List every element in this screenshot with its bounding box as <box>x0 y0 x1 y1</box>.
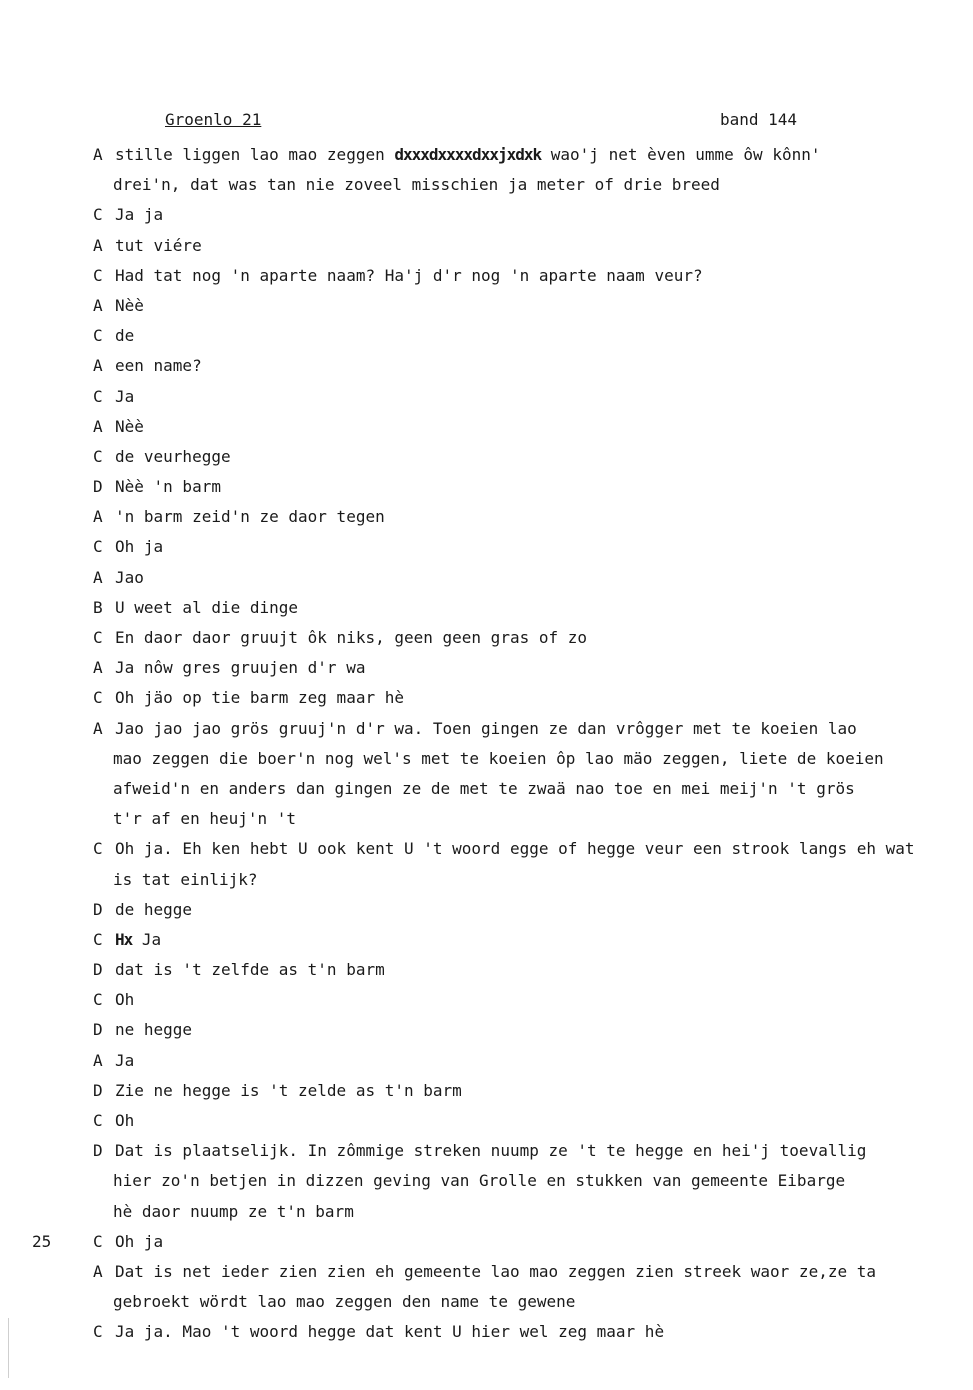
line-text: t'r af en heuj'n 't <box>113 809 297 829</box>
line-text: afweid'n en anders dan gingen ze de met te zwaä nao toe en mei meij'n 't grös <box>113 778 855 798</box>
speaker-label: C <box>93 446 103 466</box>
speaker-label: A <box>93 416 103 436</box>
speaker-label: C <box>93 628 103 647</box>
transcript-line <box>0 321 973 351</box>
transcript-line <box>0 1227 973 1257</box>
margin-line-number: 25 <box>32 1231 52 1251</box>
line-text: stille liggen lao mao zeggen <box>115 145 385 164</box>
speaker-label: C <box>93 326 103 346</box>
speaker-label: C <box>93 537 103 557</box>
speaker-label: C <box>93 265 103 285</box>
line-text: hier zo'n betjen in dizzen geving van Grolle en stukken van gemeente Eibarge <box>113 1171 846 1191</box>
speaker-label: C <box>93 205 103 225</box>
speaker-label: D <box>93 899 103 919</box>
transcript-line <box>0 1106 973 1136</box>
speaker-label: D <box>93 477 103 497</box>
transcript-line <box>0 382 973 412</box>
transcript-line <box>0 502 973 532</box>
transcript-line <box>0 532 973 562</box>
line-text: Oh <box>115 990 135 1010</box>
transcript-line <box>0 472 973 502</box>
speaker-label: D <box>93 960 103 980</box>
transcript-line <box>0 412 973 442</box>
speaker-label: C <box>93 1111 103 1130</box>
transcript-line <box>0 291 973 321</box>
struck-text: dxxxdxxxxdxxjxdxk <box>394 145 542 164</box>
line-text: U weet al die dinge <box>115 597 299 617</box>
line-text: Ja <box>115 386 135 406</box>
transcript-line <box>0 1257 973 1287</box>
line-text: ne hegge <box>115 1020 193 1040</box>
line-text: Oh ja. Eh ken hebt U ook kent U 't woord egge of hegge veur een strook langs eh wat <box>115 839 915 859</box>
transcript-line <box>0 593 973 623</box>
transcript-line <box>0 231 973 261</box>
transcript-line <box>0 170 973 200</box>
speaker-label: C <box>93 688 103 708</box>
speaker-label: B <box>93 597 103 617</box>
speaker-label: A <box>93 567 103 587</box>
line-text: mao zeggen die boer'n nog wel's met te koeien ôp lao mäo zeggen, liete de koeien <box>113 748 884 768</box>
line-text: Nèè <box>115 295 144 315</box>
line-text: Ja ja. Mao 't woord hegge dat kent U hier wel zeg maar hè <box>115 1322 665 1342</box>
line-text: Nèè <box>115 416 144 436</box>
transcript-line <box>0 1015 973 1045</box>
line-text: drei'n, dat was tan nie zoveel misschien ja meter of drie breed <box>113 175 720 195</box>
transcript-line <box>0 714 973 744</box>
line-text: Had tat nog 'n aparte naam? Ha'j d'r nog 'n aparte naam veur? <box>115 265 703 285</box>
page-header <box>165 110 805 134</box>
transcript-line <box>0 563 973 593</box>
line-text: de veurhegge <box>115 446 231 466</box>
transcript-line <box>0 1287 973 1317</box>
line-text: Ja <box>115 1050 135 1070</box>
line-text: En daor daor gruujt ôk niks, geen geen gras of zo <box>115 628 588 647</box>
transcript-line <box>0 1197 973 1227</box>
speaker-label: C <box>93 990 103 1010</box>
transcript-line <box>0 895 973 925</box>
line-text: Jao <box>115 567 144 587</box>
speaker-label: C <box>93 1322 103 1342</box>
struck-text: Hx <box>115 929 133 949</box>
line-text: Dat is net ieder zien zien eh gemeente lao mao zeggen zien streek waor ze,ze ta <box>115 1261 876 1281</box>
transcript-line <box>0 1166 973 1196</box>
transcript-line <box>0 261 973 291</box>
transcript-line <box>0 1046 973 1076</box>
line-text: Ja nôw gres gruujen d'r wa <box>115 658 366 678</box>
line-text: gebroekt wördt lao mao zeggen den name te gewene <box>113 1292 576 1312</box>
transcript-line <box>0 442 973 472</box>
transcript-line <box>0 1076 973 1106</box>
speaker-label: C <box>93 1231 103 1251</box>
transcript-line <box>0 774 973 804</box>
speaker-label: A <box>93 145 103 164</box>
line-text: Ja <box>141 929 162 949</box>
speaker-label: D <box>93 1141 103 1161</box>
transcript-line <box>0 653 973 683</box>
transcript-line <box>0 1317 973 1347</box>
line-text: de <box>115 326 135 346</box>
speaker-label: A <box>93 356 103 376</box>
margin-rule <box>8 1318 9 1378</box>
speaker-label: A <box>93 235 103 255</box>
line-text: de hegge <box>115 899 193 919</box>
speaker-label: A <box>93 295 103 315</box>
speaker-label: C <box>93 839 103 859</box>
transcript-line <box>0 1136 973 1166</box>
line-text: Nèè 'n barm <box>115 477 221 497</box>
line-text: Oh <box>115 1111 135 1130</box>
line-text: een name? <box>115 356 202 376</box>
transcript-line <box>0 804 973 834</box>
speaker-label: A <box>93 507 103 527</box>
line-text-after: wao'j net èven umme ôw kônn' <box>550 145 821 164</box>
line-text: hè daor nuump ze t'n barm <box>113 1201 354 1221</box>
transcript-line <box>0 985 973 1015</box>
line-text: is tat einlijk? <box>113 869 258 889</box>
speaker-label: C <box>93 929 103 949</box>
line-text: Ja ja <box>115 205 164 225</box>
transcript-line <box>0 955 973 985</box>
speaker-label: A <box>93 1261 103 1281</box>
transcript-line <box>0 200 973 230</box>
transcript-line <box>0 140 973 170</box>
header-band: band 144 <box>720 110 798 129</box>
line-text: Oh jäo op tie barm zeg maar hè <box>115 688 404 708</box>
speaker-label: C <box>93 386 103 406</box>
transcript-line <box>0 744 973 774</box>
speaker-label: A <box>93 1050 103 1070</box>
line-text: Oh ja <box>115 537 164 557</box>
line-text: Zie ne hegge is 't zelde as t'n barm <box>115 1080 462 1100</box>
transcript-line <box>0 925 973 955</box>
header-place: Groenlo 21 <box>165 110 262 129</box>
line-text: Dat is plaatselijk. In zômmige streken nuump ze 't te hegge en hei'j toevallig <box>115 1141 867 1161</box>
line-text: 'n barm zeid'n ze daor tegen <box>115 507 385 527</box>
speaker-label: A <box>93 658 103 678</box>
transcript-line <box>0 865 973 895</box>
transcript-lines <box>0 140 973 1348</box>
line-text: dat is 't zelfde as t'n barm <box>115 960 385 980</box>
speaker-label: D <box>93 1020 103 1040</box>
speaker-label: D <box>93 1080 103 1100</box>
transcript-line <box>0 683 973 713</box>
line-text: Jao jao jao grös gruuj'n d'r wa. Toen gingen ze dan vrôgger met te koeien lao <box>115 718 857 738</box>
line-text: tut viére <box>115 235 202 255</box>
transcript-line <box>0 623 973 653</box>
speaker-label: A <box>93 718 103 738</box>
transcript-line <box>0 351 973 381</box>
line-text: Oh ja <box>115 1231 164 1251</box>
transcript-line <box>0 834 973 864</box>
